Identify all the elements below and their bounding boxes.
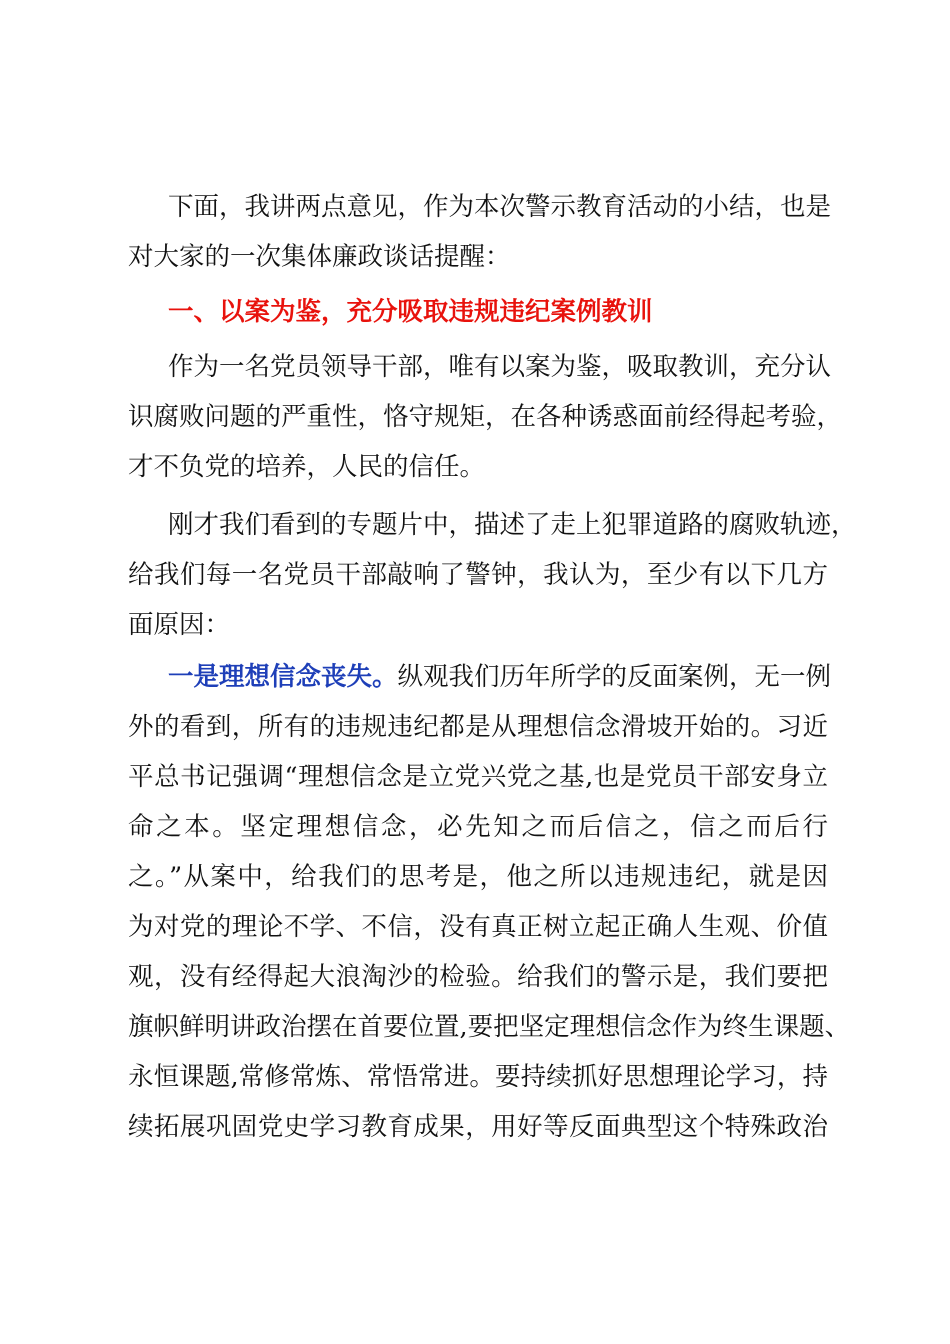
para3-first-rest: 纵观我们历年所学的反面案例，无一例 — [397, 662, 832, 692]
para3-line-3: 平总书记强调“理想信念是立党兴党之基,也是党员干部安身立 — [128, 762, 828, 792]
intro-paragraph — [128, 182, 832, 282]
para2-line-3: 面原因： — [128, 610, 231, 640]
para2-line-1: 刚才我们看到的专题片中，描述了走上犯罪道路的腐败轨迹， — [168, 510, 857, 540]
para3-line-7: 观，没有经得起大浪淘沙的检验。给我们的警示是，我们要把 — [128, 962, 828, 992]
para1-line-1: 作为一名党员领导干部，唯有以案为鉴，吸取教训，充分认 — [168, 352, 832, 382]
para3-line-6: 为对党的理论不学、不信，没有真正树立起正确人生观、价值 — [128, 912, 828, 942]
section-heading-1: 一、以案为鉴，充分吸取违规违纪案例教训 — [168, 297, 653, 327]
paragraph-2 — [128, 500, 857, 650]
para1-line-3: 才不负党的培养，人民的信任。 — [128, 452, 486, 482]
para3-line-2: 外的看到，所有的违规违纪都是从理想信念滑坡开始的。习近 — [128, 712, 828, 742]
intro-line-2: 对大家的一次集体廉政谈话提醒： — [128, 242, 511, 272]
paragraph-1 — [128, 342, 843, 492]
para3-line-8: 旗帜鲜明讲政治摆在首要位置,要把坚定理想信念作为终生课题、 — [128, 1012, 851, 1042]
para3-line-1 — [128, 652, 832, 702]
para3-line-5: 之。”从案中，给我们的思考是，他之所以违规违纪，就是因 — [128, 862, 828, 892]
para1-line-2: 识腐败问题的严重性，恪守规矩，在各种诱惑面前经得起考验， — [128, 402, 843, 432]
para3-line-10: 续拓展巩固党史学习教育成果，用好等反面典型这个特殊政治 — [128, 1112, 828, 1142]
para3-line-4: 命之本。坚定理想信念，必先知之而后信之，信之而后行 — [128, 812, 828, 842]
para2-line-2: 给我们每一名党员干部敲响了警钟，我认为，至少有以下几方 — [128, 560, 828, 590]
para3-lead-bold: 一是理想信念丧失。 — [168, 662, 398, 692]
intro-line-1: 下面，我讲两点意见，作为本次警示教育活动的小结，也是 — [168, 192, 832, 222]
paragraph-3 — [128, 652, 851, 1152]
para3-line-9: 永恒课题,常修常炼、常悟常进。要持续抓好思想理论学习，持 — [128, 1062, 828, 1092]
